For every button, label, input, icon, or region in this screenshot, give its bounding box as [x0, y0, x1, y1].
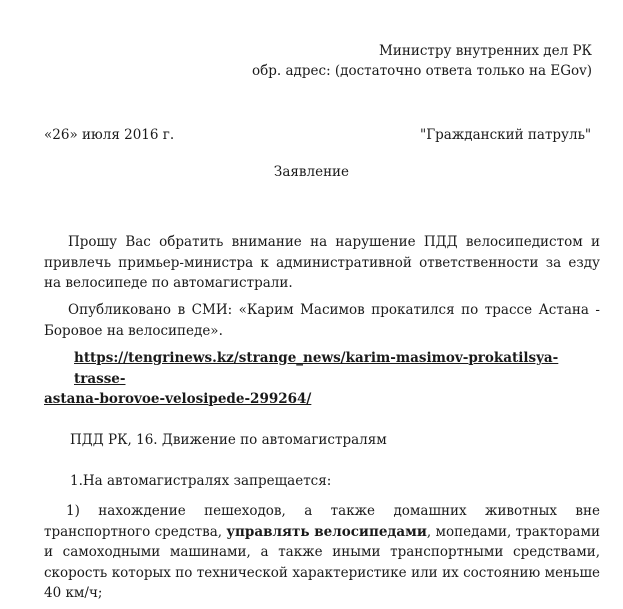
organization-name: "Гражданский патруль": [420, 127, 592, 143]
publication-paragraph: Опубликовано в СМИ: «Карим Масимов прокатился по трассе Астана - Боровое на велосипеде».: [44, 302, 600, 339]
request-paragraph: Прошу Вас обратить внимание на нарушение ПДД велосипедистом и привлечь примьер-министра к административной ответственности за езду на велосипеде по автомагистрали.: [44, 234, 600, 291]
news-link-line-1[interactable]: https://tengrinews.kz/strange_news/karim-masimov-prokatilsya-trasse-: [74, 350, 559, 387]
recipient-line: Министру внутренних дел РК: [379, 43, 592, 59]
law-heading: ПДД РК, 16. Движение по автомагистралям: [70, 432, 387, 448]
address-line: обр. адрес: (достаточно ответа только на EGov): [252, 63, 592, 79]
news-link-line-2[interactable]: astana-borovoe-velosipede-299264/: [44, 391, 312, 407]
document-title: Заявление: [273, 164, 350, 180]
law-text-highlight: управлять велосипедами: [226, 523, 427, 540]
news-link[interactable]: [44, 348, 600, 410]
law-text-start: 1) нахождение пешеходов, а также домашних животных вне транспортного средства,: [44, 503, 600, 540]
law-text: [44, 501, 600, 604]
law-text-end: , мопедами, тракторами и самоходными машинами, а также иными транспортными средствами, скорость которых по технической характеристике или их состоянию меньше 40 км/ч;: [44, 523, 600, 601]
document-date: «26» июля 2016 г.: [44, 127, 175, 143]
law-item: 1.На автомагистралях запрещается:: [70, 473, 332, 489]
